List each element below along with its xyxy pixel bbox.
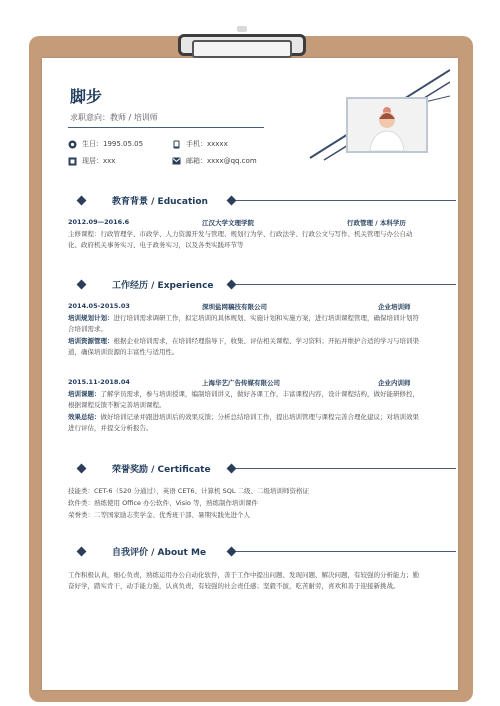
- birthday-icon: [68, 140, 77, 149]
- phone-text: 手机：xxxxx: [186, 140, 228, 148]
- section-about: [70, 545, 458, 559]
- profile-photo: [346, 97, 428, 153]
- header-divider: [68, 127, 264, 128]
- education-courses: 主修课程：行政管理学、市政学、人力资源开发与管理、规划行为学、行政法学、行政公文与写作、机关管理与办公自动化、政府机关事务实习、电子政务实习，以及各类实践环节等: [68, 230, 413, 249]
- birth-text: 生日：1995.05.05: [82, 140, 144, 148]
- section-experience: [70, 278, 458, 292]
- email-info: [172, 156, 257, 166]
- about-text: 工作积极认真，细心负责，熟练运用办公自动化软件，善于工作中提出问题、发现问题、解决问题，有较强的分析能力；勤奋好学，踏实肯干，动手能力强，认真负责，有较强的社会责任感；坚毅不拔，吃苦耐劳，喜欢和善于迎接新挑战。: [68, 571, 419, 590]
- address-text: 现居：xxx: [82, 157, 116, 165]
- address-info: [68, 156, 115, 166]
- section-title: 教育背景 / Education: [112, 197, 208, 207]
- job-desc-1: 培训规划计划：进行培训需求调研工作，拟定培训的具体规划、实施计划和实施方案，进行培训课程管理，确保培训计划符合培训需求。: [68, 314, 419, 333]
- candidate-name: 脚步: [70, 87, 103, 106]
- section-title: 荣誉奖励 / Certificate: [112, 465, 211, 475]
- section-education: [70, 194, 458, 208]
- mail-icon: [172, 157, 181, 166]
- phone-info: [172, 139, 228, 149]
- job-desc-2: 效果总结：做好培训记录并跟进培训后的效果反馈；分析总结培训工作，提出培训管理与课程完善合理化建议；对培训效果进行评估，并提交分析报告。: [68, 413, 419, 432]
- job-desc-1: 培训课题：了解学员需求，参与培训授课，编制培训讲义，做好各课工作，丰富课程内容，设计课程结构，做好能研修控，根据课程反馈不断完善培训课程。: [68, 390, 419, 409]
- clipboard-clip: [178, 30, 306, 64]
- job-desc-2: 培训资源管理：根据企业培训需求，在培训经理指导下，收集、评估相关课程、学习资料；开拓并维护合适的学习与培训渠道，确保培训资源的丰富性与适用性。: [68, 337, 419, 356]
- certificate-skills: 技能类：CET-6（520 分通过），英语 CET6、计算机 SQL 二级、二级培训师资格证: [68, 487, 310, 495]
- birth-info: [68, 139, 143, 149]
- section-title: 自我评价 / About Me: [112, 548, 207, 558]
- email-text: 邮箱：xxxx@qq.com: [186, 157, 257, 165]
- section-certificate: [70, 462, 458, 476]
- phone-icon: [172, 140, 181, 149]
- certificate-honors: 荣誉类：二等国家励志奖学金、优秀班干部、暑期实践先进个人: [68, 511, 250, 519]
- job-intent: 求职意向：教师 / 培训师: [70, 113, 158, 122]
- certificate-software: 软件类：熟练使用 Office 办公软件、Visio 等，熟练制作培训课件: [68, 499, 258, 507]
- section-title: 工作经历 / Experience: [112, 281, 214, 291]
- location-icon: [68, 157, 77, 166]
